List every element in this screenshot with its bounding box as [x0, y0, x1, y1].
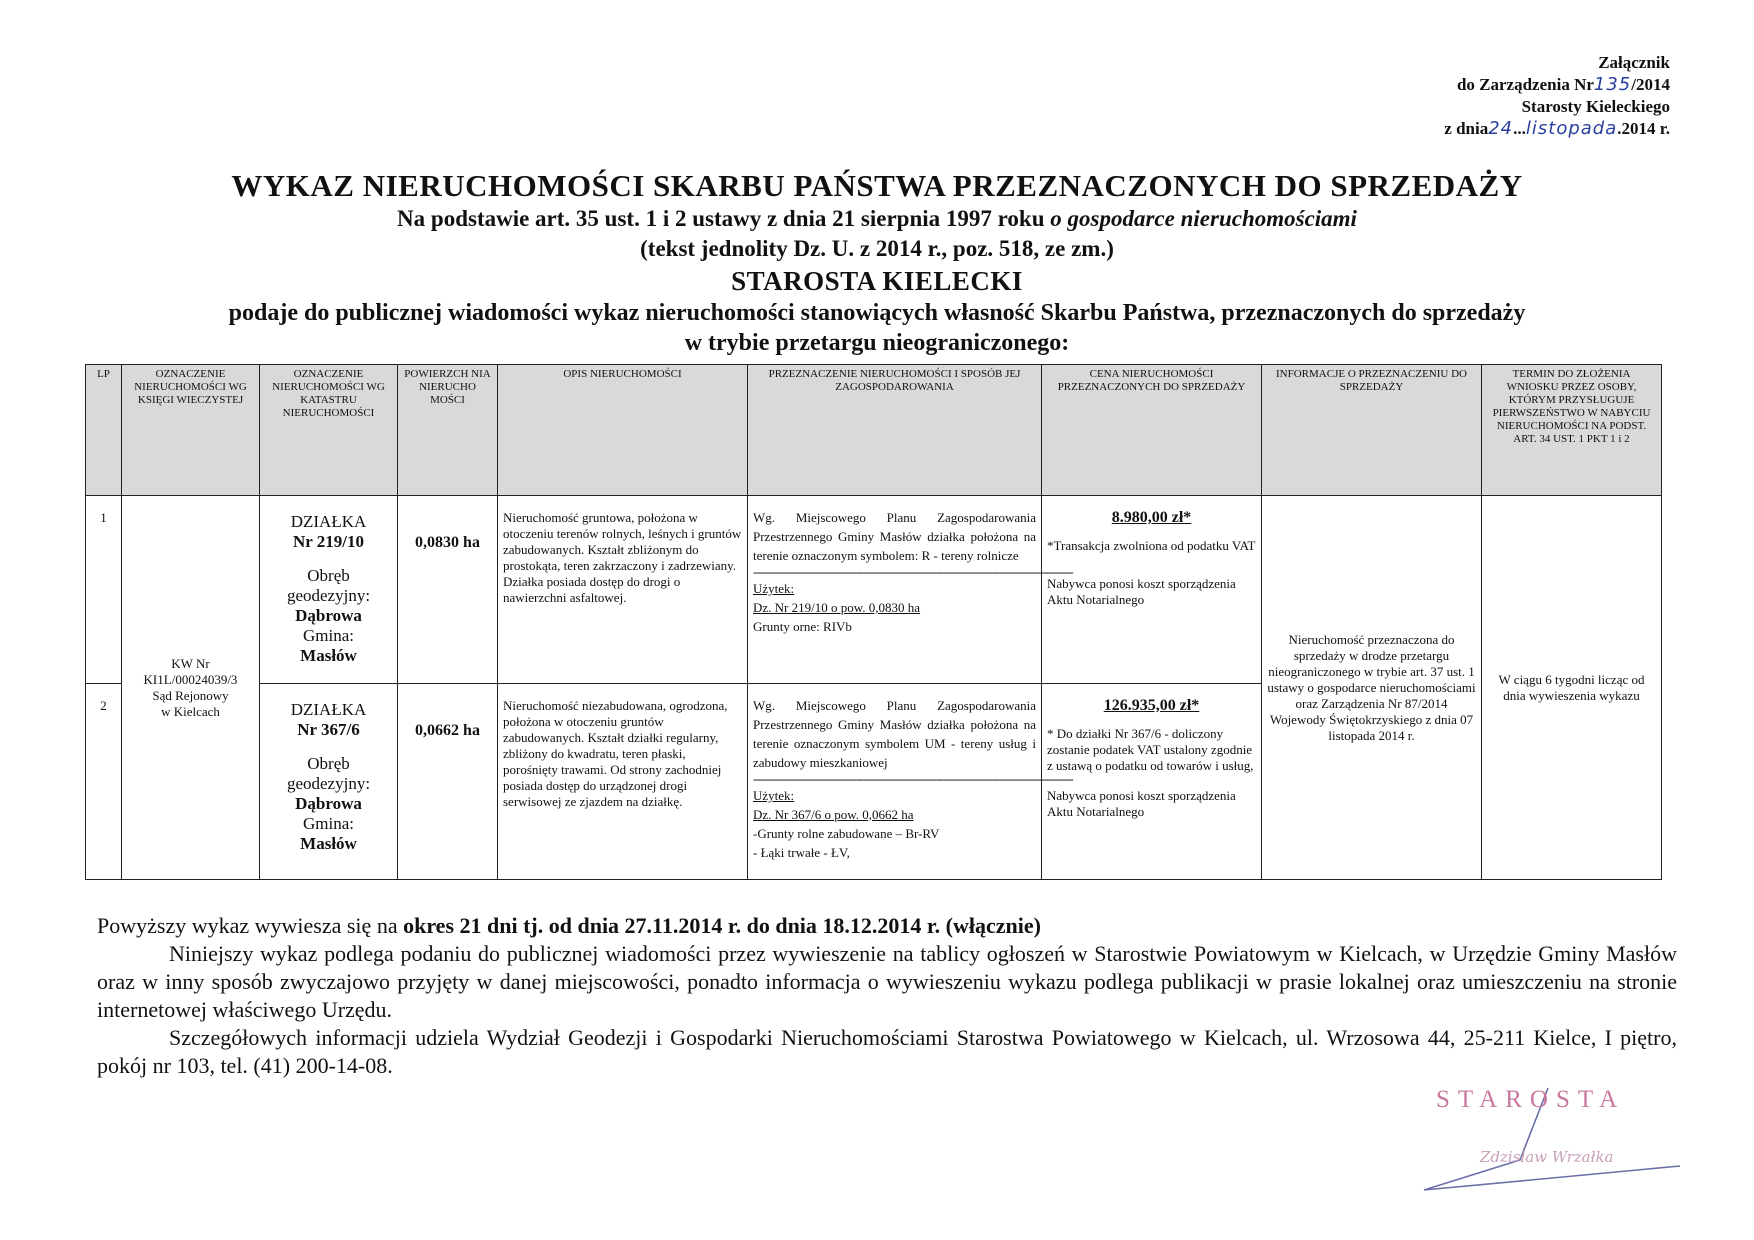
document-footer	[97, 912, 1677, 1080]
table-header-row	[86, 365, 1662, 496]
publication-note: Niniejszy wykaz podlega podaniu do publicznej wiadomości przez wywieszenie na tablicy ogłoszeń w Starostwie Powiatowym w Kielcach, w Urzędzie Gminy Masłów oraz w inny sposób zwyczajowo przyjęty w danej miejscowości, ponadto informacja o wywieszeniu wykazu podlega publikacji w prasie lokalnej oraz umieszczeniu na stronie internetowej właściwego Urzędu.	[97, 941, 1677, 1022]
cell-opis: Nieruchomość gruntowa, położona w otoczeniu terenów rolnych, leśnych i gruntów zabudowanych. Kształt zbliżonym do prostokąta, teren zakrzaczony i zadrzewiany. Działka posiada dostęp do drogi o nawierzchni asfaltowej.	[498, 496, 748, 684]
header-kw: OZNACZENIE NIERUCHOMOŚCI WG KSIĘGI WIECZYSTEJ	[122, 365, 260, 496]
cell-lp: 2	[86, 683, 122, 879]
dashed-separator: ------------------------------------------------------------------------------------------------	[753, 770, 1073, 786]
legal-basis-reference: (tekst jednolity Dz. U. z 2014 r., poz. 518, ze zm.)	[640, 236, 1114, 261]
price: 126.935,00 zł*	[1103, 696, 1200, 714]
announcement-line2: w trybie przetargu nieograniczonego:	[684, 330, 1070, 356]
legal-basis: Na podstawie art. 35 ust. 1 i 2 ustawy z dnia 21 sierpnia 1997 roku o gospodarce nieruchomościami	[397, 206, 1357, 231]
cell-katastr: DZIAŁKA Nr 367/6 Obręb geodezyjny: Dąbrowa Gmina: Masłów	[260, 683, 398, 879]
header-katastr: OZNACZENIE NIERUCHOMOŚCI WG KATASTRU NIERUCHOMOŚCI	[260, 365, 398, 496]
handwritten-day: 24	[1488, 118, 1514, 139]
header-cena: CENA NIERUCHOMOŚCI PRZEZNACZONYCH DO SPRZEDAŻY	[1042, 365, 1262, 496]
official-stamp	[1420, 1082, 1690, 1194]
cell-kw: KW Nr KI1L/00024039/3 Sąd Rejonowy w Kielcach	[122, 496, 260, 880]
authority-name: STAROSTA KIELECKI	[731, 266, 1023, 296]
cell-przeznaczenie: Wg. Miejscowego Planu Zagospodarowania Przestrzennego Gminy Masłów działka położona na terenie oznaczonym symbolem UM - tereny usług i zabudowy mieszkaniowej ------------------------------------------------------------------------------------------------ Użytek: Dz. Nr 367/6 o pow. 0,0662 ha -Grunty rolne zabudowane – Br-RV - Łąki trwałe - ŁV,	[748, 683, 1042, 879]
issuer: Starosty Kieleckiego	[1521, 97, 1670, 116]
header-lp: LP	[86, 365, 122, 496]
dashed-separator: ------------------------------------------------------------------------------------------------	[753, 564, 1073, 579]
header-opis: OPIS NIERUCHOMOŚCI	[498, 365, 748, 496]
cell-powierzchnia: 0,0830 ha	[398, 496, 498, 684]
attachment-label: Załącznik	[1598, 53, 1670, 72]
cell-katastr: DZIAŁKA Nr 219/10 Obręb geodezyjny: Dąbrowa Gmina: Masłów	[260, 496, 398, 684]
header-informacje: INFORMACJE O PRZEZNACZENIU DO SPRZEDAŻY	[1262, 365, 1482, 496]
attachment-header	[1310, 52, 1670, 140]
cell-cena: 8.980,00 zł* *Transakcja zwolniona od podatku VAT Nabywca ponosi koszt sporządzenia Aktu Notarialnego	[1042, 496, 1262, 684]
table-row	[86, 496, 1662, 684]
cell-termin: W ciągu 6 tygodni licząc od dnia wywieszenia wykazu	[1482, 496, 1662, 880]
announcement-line1: podaje do publicznej wiadomości wykaz nieruchomości stanowiących własność Skarbu Państwa, przeznaczonych do sprzedaży	[228, 300, 1526, 326]
cell-cena: 126.935,00 zł* * Do działki Nr 367/6 - doliczony zostanie podatek VAT ustalony zgodnie z ustawą o podatku od towarów i usług, Nabywca ponosi koszt sporządzenia Aktu Notarialnego	[1042, 683, 1262, 879]
price: 8.980,00 zł*	[1111, 509, 1192, 526]
cell-informacje: Nieruchomość przeznaczona do sprzedaży w drodze przetargu nieograniczonego w trybie art. 37 ust. 1 ustawy o gospodarce nieruchomościami oraz Zarządzenia Nr 87/2014 Wojewody Świętokrzyskiego z dnia 07 listopada 2014 r.	[1262, 496, 1482, 880]
property-table	[85, 364, 1662, 880]
header-termin: TERMIN DO ZŁOŻENIA WNIOSKU PRZEZ OSOBY, KTÓRYM PRZYSŁUGUJE PIERWSZEŃSTWO W NABYCIU NIERUCHOMOŚCI NA PODST. ART. 34 UST. 1 PKT 1 i 2	[1482, 365, 1662, 496]
stamp-title: STAROSTA	[1436, 1086, 1626, 1113]
header-powierzchnia: POWIERZCH NIA NIERUCHO MOŚCI	[398, 365, 498, 496]
ordinance-number: do Zarządzenia Nr135/2014	[1456, 74, 1670, 95]
cell-przeznaczenie: Wg. Miejscowego Planu Zagospodarowania Przestrzennego Gminy Masłów działka położona na terenie oznaczonym symbolem: R - tereny rolnicze ------------------------------------------------------------------------------------------------ Użytek: Dz. Nr 219/10 o pow. 0,0830 ha Grunty orne: RIVb	[748, 496, 1042, 684]
cell-powierzchnia: 0,0662 ha	[398, 683, 498, 879]
posting-period: Powyższy wykaz wywiesza się na okres 21 dni tj. od dnia 27.11.2014 r. do dnia 18.12.2014 r. (włącznie)	[97, 913, 1041, 938]
contact-info: Szczegółowych informacji udziela Wydział Geodezji i Gospodarki Nieruchomościami Starostwa Powiatowego w Kielcach, ul. Wrzosowa 44, 25-211 Kielce, I piętro, pokój nr 103, tel. (41) 200-14-08.	[97, 1025, 1677, 1078]
header-przeznaczenie: PRZEZNACZENIE NIERUCHOMOŚCI I SPOSÓB JEJ ZAGOSPODAROWANIA	[748, 365, 1042, 496]
document-headings	[0, 168, 1754, 358]
handwritten-month: listopada	[1525, 118, 1618, 139]
document-title: WYKAZ NIERUCHOMOŚCI SKARBU PAŃSTWA PRZEZNACZONYCH DO SPRZEDAŻY	[231, 168, 1523, 203]
act-name: o gospodarce nieruchomościami	[1050, 206, 1357, 231]
ordinance-date: z dnia24...listopada.2014 r.	[1444, 118, 1670, 139]
cell-lp: 1	[86, 496, 122, 684]
cell-opis: Nieruchomość niezabudowana, ogrodzona, położona w otoczeniu gruntów zabudowanych. Kształt działki regularny, zbliżony do kwadratu, teren płaski, porośnięty trawami. Od strony zachodniej posiada dostęp do urządzonej drogi serwisowej ze zjazdem na działkę.	[498, 683, 748, 879]
handwritten-number: 135	[1593, 74, 1632, 95]
stamp-signature: Zdzisław Wrzałka	[1480, 1148, 1614, 1166]
